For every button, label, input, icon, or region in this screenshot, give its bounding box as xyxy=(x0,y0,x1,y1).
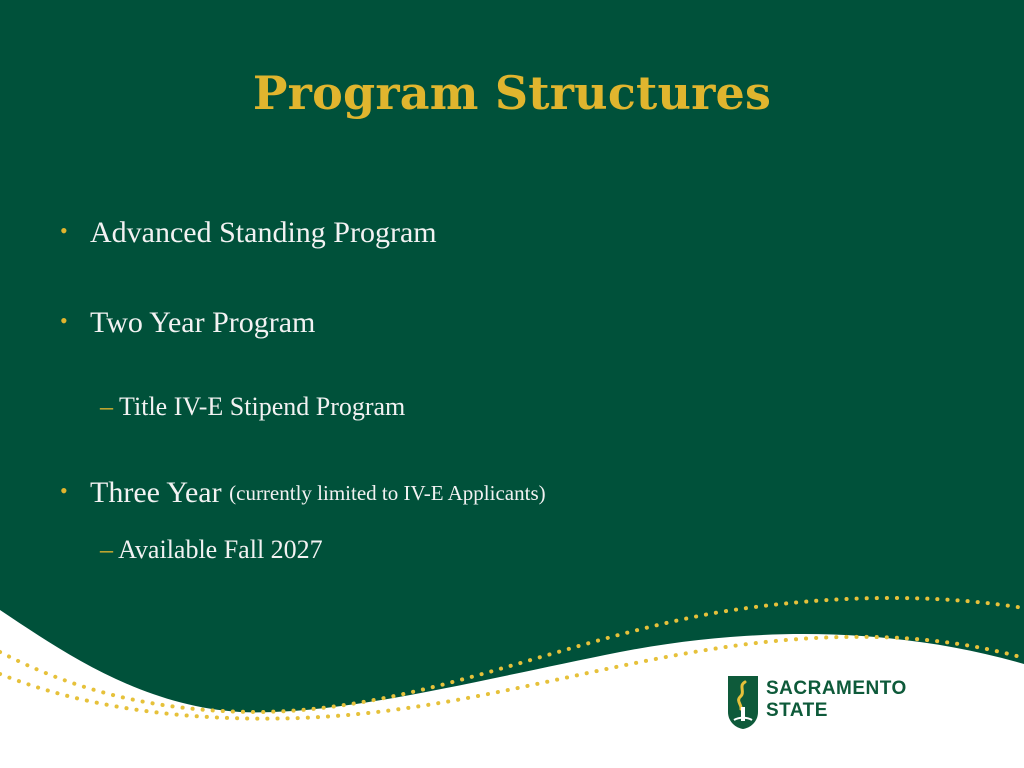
bullet-advanced-standing xyxy=(60,216,437,250)
bullet-two-year xyxy=(60,306,315,340)
bullet-dot: • xyxy=(60,308,68,333)
sacramento-state-logo xyxy=(726,674,926,730)
logo-line-2: STATE xyxy=(766,700,828,721)
bullet-text: Two Year Program xyxy=(90,306,316,339)
bullet-dot: • xyxy=(60,218,68,243)
bullet-three-year xyxy=(60,476,546,510)
bullet-note: (currently limited to IV-E Applicants) xyxy=(229,481,546,505)
subbullet-text: Title IV-E Stipend Program xyxy=(119,392,406,421)
subbullet-dash: – xyxy=(100,392,113,421)
torch-emblem-icon xyxy=(726,674,760,730)
subbullet-available-fall xyxy=(100,535,323,565)
bullet-text: Three Year xyxy=(90,476,222,509)
subbullet-title-ive xyxy=(100,392,405,422)
slide-title: Program Structures xyxy=(252,66,772,120)
subbullet-dash: – xyxy=(100,535,113,564)
bullet-dot: • xyxy=(60,478,68,503)
subbullet-text: Available Fall 2027 xyxy=(118,535,323,564)
bullet-text: Advanced Standing Program xyxy=(90,216,437,249)
logo-line-1: SACRAMENTO xyxy=(766,678,907,699)
